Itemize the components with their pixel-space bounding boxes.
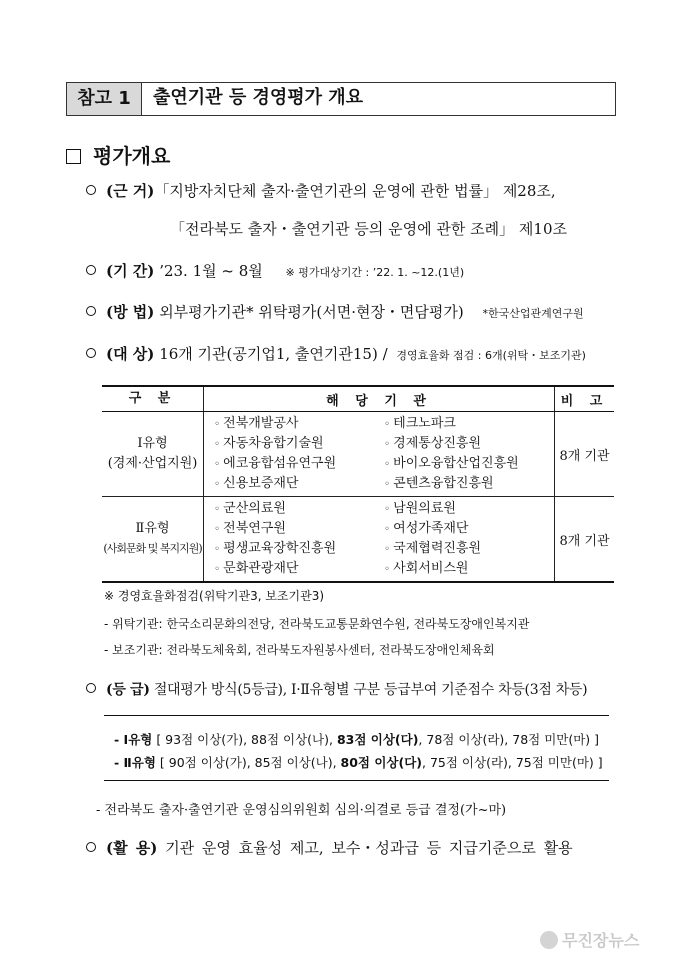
- grade-type1-label: - Ⅰ유형: [114, 732, 153, 747]
- org-name: ◦ 사회서비스원: [384, 559, 554, 579]
- grade-type2-line: [114, 753, 603, 771]
- table-header-row: [102, 386, 614, 412]
- method-label: (방 법): [106, 303, 155, 321]
- basis-text-1: 「지방자치단체 출자·출연기관의 운영에 관한 법률」 제28조,: [154, 182, 556, 200]
- table-header-note: 비 고: [555, 386, 614, 412]
- grade-type1-b: 83점 이상(다): [336, 732, 419, 747]
- method-text: 외부평가기관* 위탁평가(서면·현장・면담평가): [159, 303, 464, 321]
- grade-decision: - 전라북도 출자·출연기관 운영심의위원회 심의·의결로 등급 결정(가~마): [96, 803, 507, 818]
- watermark-text: 무진장뉴스: [562, 931, 640, 950]
- efficiency-consign: - 위탁기관: 한국소리문화의전당, 전라북도교통문화연수원, 전라북도장애인복지관: [104, 617, 530, 631]
- target-text: 16개 기관(공기업1, 출연기관15) /: [159, 345, 388, 363]
- watermark-logo-icon: [540, 931, 558, 949]
- target-note: 경영효율화 점검 : 6개(위탁・보조기관): [396, 349, 586, 362]
- efficiency-title: ※ 경영효율화점검(위탁기관3, 보조기관3): [104, 589, 325, 603]
- org-name: ◦ 바이오융합산업진흥원: [384, 454, 554, 474]
- org-name: ◦ 신용보증재단: [214, 474, 384, 494]
- org-name: ◦ 남원의료원: [384, 499, 554, 519]
- usage-line: [86, 837, 573, 858]
- efficiency-subsidy: - 보조기관: 전라북도체육회, 전라북도자원봉사센터, 전라북도장애인체육회: [104, 643, 495, 657]
- grade-type1-line: [114, 730, 599, 748]
- circle-bullet-icon: [86, 348, 96, 358]
- table-header-organizations: 해 당 기 관: [204, 386, 555, 412]
- row-note: 8개 기관: [555, 412, 614, 497]
- table-row: [102, 497, 614, 583]
- document-title: 출연기관 등 경영평가 개요: [153, 87, 364, 108]
- circle-bullet-icon: [86, 842, 96, 852]
- org-name: ◦ 문화관광재단: [214, 559, 384, 579]
- org-name: ◦ 테크노파크: [384, 414, 554, 434]
- target-label: (대 상): [106, 345, 155, 363]
- org-name: ◦ 전북개발공사: [214, 414, 384, 434]
- org-name: ◦ 국제협력진흥원: [384, 539, 554, 559]
- grade-rule-top: [104, 715, 609, 716]
- grade-text: 절대평가 방식(5등급), Ⅰ·Ⅱ유형별 구분 등급부여 기준점수 차등(3점 차등): [153, 682, 588, 698]
- usage-label: (활 용): [106, 839, 158, 857]
- section-header-box: [66, 82, 616, 116]
- period-label: (기 간): [106, 262, 155, 280]
- org-name: ◦ 콘텐츠융합진흥원: [384, 474, 554, 494]
- period-text: ’23. 1월 ~ 8월: [159, 262, 263, 280]
- circle-bullet-icon: [86, 683, 96, 693]
- table-header-category: 구 분: [102, 386, 204, 412]
- grade-rule-bottom: [104, 780, 609, 781]
- row-type-cell: [102, 412, 204, 497]
- watermark: [540, 928, 639, 951]
- section-title-text: 평가개요: [93, 144, 171, 168]
- grade-line: [86, 679, 587, 699]
- org-name: ◦ 에코융합섬유연구원: [214, 454, 384, 474]
- circle-bullet-icon: [86, 306, 96, 316]
- square-bullet-icon: [66, 149, 81, 164]
- grade-type1-a: [ 93점 이상(가), 88점 이상(나),: [156, 732, 337, 747]
- row-note: 8개 기관: [555, 497, 614, 583]
- grade-type2-c: , 75점 이상(라), 75점 미만(마) ]: [422, 755, 603, 770]
- grade-label: (등 급): [106, 682, 150, 698]
- basis-line-2: 「전라북도 출자・출연기관 등의 운영에 관한 조례」 제10조: [170, 220, 567, 238]
- org-name: ◦ 여성가족재단: [384, 519, 554, 539]
- row-type-sub: (사회문화 및 복지지원): [103, 542, 202, 555]
- row-type-cell: [102, 497, 204, 583]
- org-name: ◦ 자동차융합기술원: [214, 434, 384, 454]
- basis-line: [86, 180, 556, 201]
- basis-label: (근 거): [106, 182, 155, 200]
- grade-type2-b: 80점 이상(다): [340, 755, 423, 770]
- organization-table: [102, 385, 614, 583]
- usage-text: 기관 운영 효율성 제고, 보수・성과급 등 지급기준으로 활용: [165, 839, 573, 857]
- org-name: ◦ 경제통상진흥원: [384, 434, 554, 454]
- grade-type1-c: , 78점 이상(라), 78점 미만(마) ]: [418, 732, 600, 747]
- grade-type2-a: [ 90점 이상(가), 85점 이상(나),: [159, 755, 341, 770]
- reference-tag: 참고 1: [67, 83, 142, 115]
- section-title: [66, 140, 170, 169]
- method-line: [86, 301, 584, 322]
- period-line: [86, 260, 464, 281]
- row-orgs-cell: [204, 412, 555, 497]
- org-name: ◦ 평생교육장학진흥원: [214, 539, 384, 559]
- circle-bullet-icon: [86, 185, 96, 195]
- org-name: ◦ 전북연구원: [214, 519, 384, 539]
- table-row: [102, 412, 614, 497]
- grade-type2-label: - Ⅱ유형: [114, 755, 156, 770]
- method-note: *한국산업관계연구원: [482, 307, 584, 320]
- row-type-sub: (경제·산업지원): [107, 456, 198, 471]
- row-type: Ⅱ유형: [135, 521, 170, 536]
- row-type: Ⅰ유형: [137, 436, 168, 451]
- period-note: ※ 평가대상기간 : ’22. 1. ~12.(1년): [285, 266, 465, 279]
- circle-bullet-icon: [86, 265, 96, 275]
- row-orgs-cell: [204, 497, 555, 583]
- target-line: [86, 343, 586, 364]
- org-name: ◦ 군산의료원: [214, 499, 384, 519]
